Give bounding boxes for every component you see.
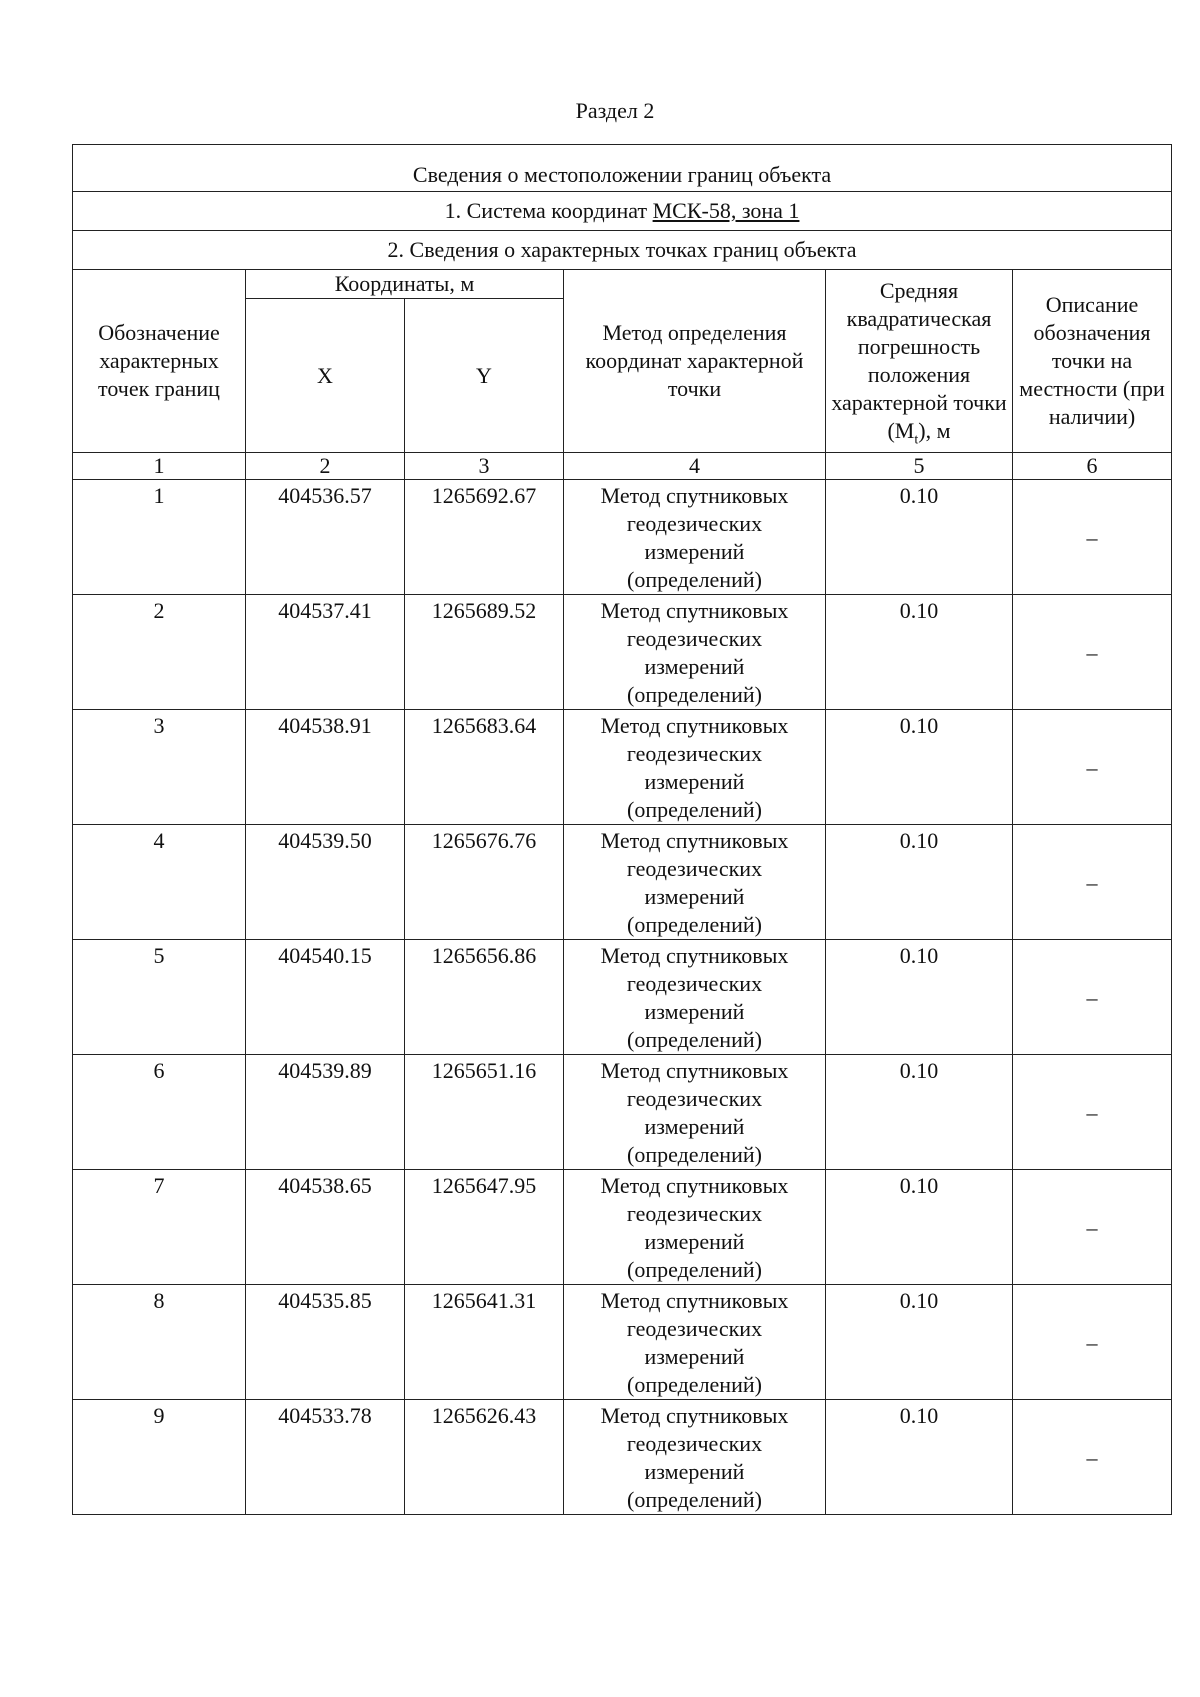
method-line: (определений) [627,1487,762,1512]
method-line: геодезических [626,1431,763,1456]
method-line: (определений) [627,1142,762,1167]
method-line: измерений [644,999,745,1024]
mean-error: 0.10 [826,940,1013,1055]
method-line: геодезических [626,1086,763,1111]
mean-error: 0.10 [826,1055,1013,1170]
coord-y: 1265626.43 [405,1400,564,1515]
point-description: – [1013,710,1172,825]
coord-y: 1265656.86 [405,940,564,1055]
method-line: (определений) [627,912,762,937]
mean-error: 0.10 [826,480,1013,595]
method-line: Метод спутниковых [600,1058,789,1083]
method-line: (определений) [627,567,762,592]
coord-x: 404539.89 [246,1055,405,1170]
mean-error: 0.10 [826,1285,1013,1400]
method-line: (определений) [627,1027,762,1052]
table-row [73,1170,1172,1285]
column-number: 2 [246,453,405,480]
method [564,480,826,595]
section-title: Раздел 2 [575,98,655,123]
coordinate-system [73,192,1172,231]
table-row [73,1400,1172,1515]
header-method: Метод определения координат характерной точки [564,270,826,453]
method-line: Метод спутниковых [600,828,789,853]
mean-error: 0.10 [826,595,1013,710]
header-error [826,270,1013,453]
coord-y: 1265641.31 [405,1285,564,1400]
coord-y: 1265689.52 [405,595,564,710]
point-number: 8 [73,1285,246,1400]
coord-x: 404535.85 [246,1285,405,1400]
method-line: (определений) [627,1372,762,1397]
method-line: Метод спутниковых [600,713,789,738]
coord-x: 404533.78 [246,1400,405,1515]
table-row [73,825,1172,940]
method-line: измерений [644,539,745,564]
method-line: измерений [644,769,745,794]
mean-error: 0.10 [826,1400,1013,1515]
header-y: Y [405,299,564,453]
table-row [73,1055,1172,1170]
method-line: измерений [644,1459,745,1484]
method-line: (определений) [627,797,762,822]
table-row [73,1285,1172,1400]
header-error-sub: t [914,432,919,448]
coord-y: 1265692.67 [405,480,564,595]
coordinate-system-value: МСК-58, зона 1 [652,198,800,223]
method-line: (определений) [627,682,762,707]
column-number: 1 [73,453,246,480]
method-line: измерений [644,1114,745,1139]
table-row [73,480,1172,595]
method-line: Метод спутниковых [600,1173,789,1198]
coord-x: 404540.15 [246,940,405,1055]
header-x: X [246,299,405,453]
column-number-row [73,453,1172,480]
method [564,940,826,1055]
method-line: Метод спутниковых [600,943,789,968]
column-number: 4 [564,453,826,480]
method [564,710,826,825]
method [564,1055,826,1170]
column-number: 3 [405,453,564,480]
method [564,1285,826,1400]
method-line: геодезических [626,1201,763,1226]
mean-error: 0.10 [826,825,1013,940]
point-number: 4 [73,825,246,940]
table-row [73,710,1172,825]
header-point: Обозначение характерных точек границ [73,270,246,453]
coord-x: 404536.57 [246,480,405,595]
coord-y: 1265651.16 [405,1055,564,1170]
coord-x: 404538.91 [246,710,405,825]
method-line: геодезических [626,1316,763,1341]
method-line: Метод спутниковых [600,1403,789,1428]
coord-y: 1265676.76 [405,825,564,940]
point-number: 3 [73,710,246,825]
method-line: геодезических [626,626,763,651]
column-number: 6 [1013,453,1172,480]
point-description: – [1013,825,1172,940]
method [564,825,826,940]
header-coordinates: Координаты, м [246,270,564,299]
method-line: геодезических [626,856,763,881]
method [564,595,826,710]
method-line: Метод спутниковых [600,1288,789,1313]
point-number: 7 [73,1170,246,1285]
point-number: 5 [73,940,246,1055]
method-line: измерений [644,1229,745,1254]
coord-x: 404538.65 [246,1170,405,1285]
point-number: 6 [73,1055,246,1170]
method-line: измерений [644,884,745,909]
method-line: геодезических [626,741,763,766]
point-number: 9 [73,1400,246,1515]
mean-error: 0.10 [826,1170,1013,1285]
points-section-title: 2. Сведения о характерных точках границ объекта [73,231,1172,270]
method-line: геодезических [626,971,763,996]
method-line: измерений [644,1344,745,1369]
point-description: – [1013,1285,1172,1400]
method-line: (определений) [627,1257,762,1282]
point-description: – [1013,480,1172,595]
point-description: – [1013,1055,1172,1170]
header-error-main: Средняя квадратическая погрешность положения характерной точки (M [831,278,1007,443]
method-line: Метод спутниковых [600,483,789,508]
coord-x: 404537.41 [246,595,405,710]
point-number: 1 [73,480,246,595]
method-line: геодезических [626,511,763,536]
method-line: измерений [644,654,745,679]
coord-y: 1265683.64 [405,710,564,825]
method [564,1170,826,1285]
point-description: – [1013,595,1172,710]
coord-x: 404539.50 [246,825,405,940]
table-row [73,940,1172,1055]
point-description: – [1013,1400,1172,1515]
coordinate-system-prefix: 1. Система координат [444,198,653,223]
method [564,1400,826,1515]
point-description: – [1013,940,1172,1055]
coord-y: 1265647.95 [405,1170,564,1285]
table-row [73,595,1172,710]
header-error-tail: ), м [918,418,951,443]
point-description: – [1013,1170,1172,1285]
table-title: Сведения о местоположении границ объекта [73,145,1172,192]
boundary-points-table [72,144,1172,1515]
point-number: 2 [73,595,246,710]
column-number: 5 [826,453,1013,480]
mean-error: 0.10 [826,710,1013,825]
method-line: Метод спутниковых [600,598,789,623]
header-description: Описание обозначения точки на местности (при наличии) [1013,270,1172,453]
